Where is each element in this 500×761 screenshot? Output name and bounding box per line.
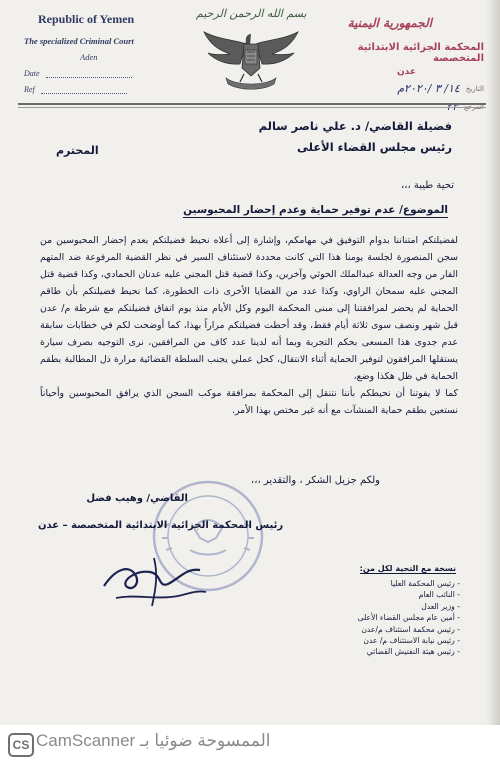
copies-list-item: - أمين عام مجلس القضاء الأعلى (358, 612, 460, 623)
date-line (46, 69, 132, 78)
arabic-city: عدن (396, 67, 416, 77)
arabic-date-label: التاريخ (465, 84, 484, 93)
english-date-label: Date (24, 69, 40, 78)
english-court-name: The specialized Criminal Court (24, 36, 134, 46)
signer-title: رئيس المحكمة الجزائية الابتدائية المتخصصة – عدن (38, 520, 284, 531)
copies-list-item: - رئيس المحكمة العليا (358, 578, 460, 589)
english-ref-label: Ref (24, 85, 35, 94)
copies-list-item: - وزير العدل (358, 601, 460, 612)
arabic-country: الجمهورية اليمنية (347, 16, 432, 30)
english-city: Aden (80, 52, 98, 62)
copies-list-item: - رئيس هيئة التفتيش القضائي (358, 646, 460, 657)
english-date-field (24, 69, 174, 78)
recipient-name: فضيلة القاضي/ د. علي ناصر سالم (258, 119, 452, 133)
respected-label: المحترم (56, 144, 99, 157)
arabic-letterhead (314, 16, 484, 113)
closing-line: ولكم جزيل الشكر ، والتقدير ،،، (251, 475, 380, 486)
ref-line (41, 85, 127, 94)
copies-heading: نسخة مع التحية لكل من: (359, 564, 456, 573)
arabic-ref-label: المرجع (463, 102, 484, 111)
body-paragraph: كما لا يفوتنا أن نحيطكم بأننا نتنقل إلى المحكمة بمرافقة موكب السجن الذي يرافق المحبوسين وأحياناً نستعين بطقم حماية المنشآت مع أنه غير مختص بهذا الأمر. (40, 388, 458, 416)
arabic-ref-value: ٢٣ (446, 100, 458, 113)
letter-body (40, 232, 458, 419)
english-country: Republic of Yemen (38, 12, 135, 26)
yemen-eagle-emblem (200, 28, 302, 96)
signer-name: القاضي/ وهيب فضل (86, 493, 188, 504)
body-paragraph: لفضيلتكم امتناننا بدوام التوفيق في مهامكم، وإشارة إلى أعلاه نحيط فضيلتكم بعدم إحضار المحبوسين من سجن المنصورة لجلسة يومنا هذا التي كانت محددة لاستئناف السير في نظر القضية المرفوعة ضد المتهم الفار من وجه العدالة عبدالملك الحوثي وآخرين، وكذا قضية قتل المجني عليه عدنان الحمادي، وكذا قضية قتل المجني عليه سمحان الراوي، وكذا عدد من القضايا الأخرى ذات الخطورة، كما نحيط فضيلتكم بأن طاقم الحماية لم يحضر لمرافقتنا إلى مبنى المحكمة اليوم وكل الأيام منذ يوم اتفاق فضيلتكم مع شرطة م/ عدن قبل شهر ونصف سوى ثلاثة أيام فقط، وقد أحطت فضيلتكم مراراً بهذا، كما أوضحت لكم في خطابات سابقة عدم جدوى هذا المسعى بحكم التجربة وبما أنه لدينا عدد كاف من المرافقين، نرى التوجيه بصرف سيارة يستقلها المرافقون لتوفير الحماية أثناء الانتقال، كحل عملي يجنب السلطة القضائية مرارة ذل المطالبة بطقم الحماية في ظل هكذا وضع، (40, 235, 458, 382)
watermark-brand: CamScanner (36, 731, 136, 750)
recipient-title: رئيس مجلس القضاء الأعلى (296, 140, 452, 154)
arabic-date-field (314, 82, 484, 95)
watermark-arabic: الممسوحة ضوئيا بـ (139, 731, 271, 750)
arabic-date-value: ١٤/ ٣ /٢٠٢٠م (397, 82, 460, 95)
greeting: تحية طيبة ،،، (400, 180, 454, 191)
camscanner-logo-icon: CS (8, 733, 34, 757)
copies-list-item: - النائب العام (358, 589, 460, 600)
camscanner-watermark (36, 731, 271, 751)
basmala: بسم الله الرحمن الرحيم (196, 7, 307, 20)
subject-line: الموضوع/ عدم توفير حماية وعدم إحضار المحبوسين (183, 204, 448, 216)
letterhead-divider (18, 103, 486, 108)
copies-list (358, 578, 460, 658)
handwritten-signature (96, 528, 216, 618)
arabic-court-name: المحكمة الجزائية الابتدائية المتخصصة (357, 42, 484, 64)
copies-list-item: - رئيس محكمة استئناف م/عدن (358, 624, 460, 635)
copies-list-item: - رئيس نيابة الاستئناف م/ عدن (358, 635, 460, 646)
english-ref-field (24, 85, 174, 94)
english-letterhead (24, 12, 174, 94)
recipient-block (259, 116, 452, 158)
